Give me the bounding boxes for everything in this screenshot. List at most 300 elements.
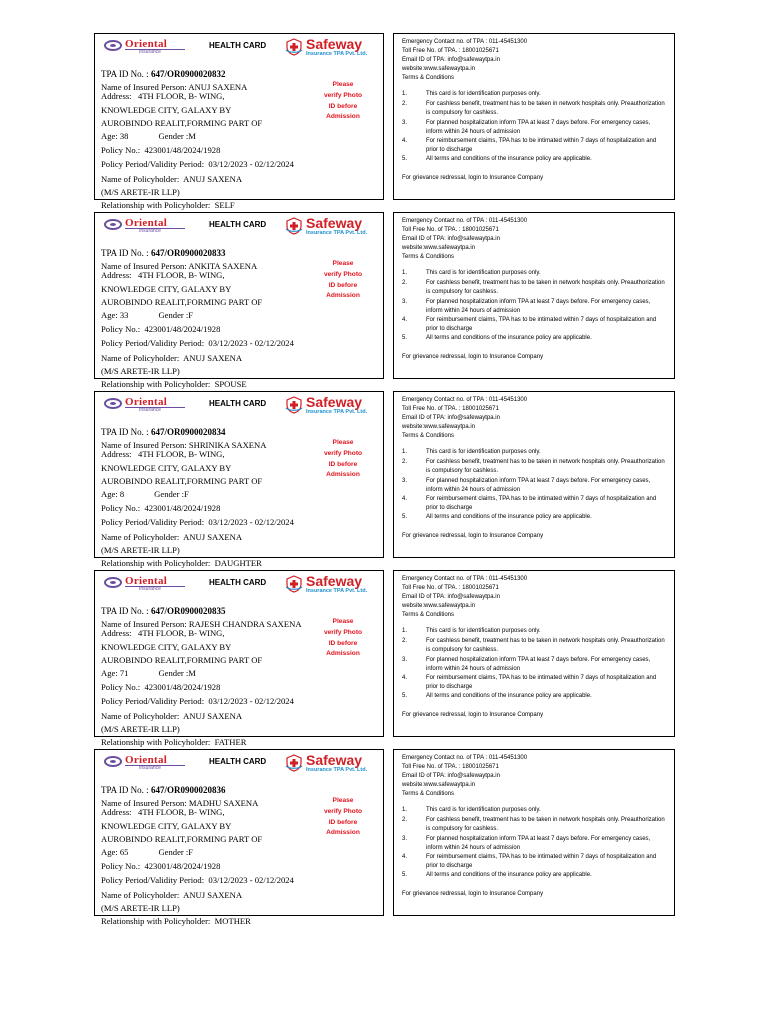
gender-value: F [184,489,189,499]
emergency-contact: Emergency Contact no. of TPA : 011-45451300 [402,755,528,761]
policyholder-line [101,532,242,542]
oriental-logo-sub-text: Insurance [139,49,161,55]
policy-no-label: Policy No.: [101,503,141,513]
gender-label: Gender : [158,668,189,678]
policy-no-label: Policy No.: [101,324,141,334]
policyholder-line [101,890,242,900]
relationship-value: SPOUSE [214,379,247,389]
validity-line [101,159,294,169]
address-line-2: KNOWLEDGE CITY, GALAXY BY [101,463,232,473]
oriental-logo-text: Oriental [125,38,168,50]
age-label: Age: [101,489,118,499]
grievance-note: For grievance redressal, login to Insurance Company [402,175,544,181]
verify-line-4: Admission [326,113,360,121]
safeway-logo [285,573,383,599]
age-label: Age: [101,310,118,320]
safeway-logo-text: Safeway [306,752,363,768]
tpa-id-label: TPA ID No. : [101,248,149,258]
term-number: 5. [402,872,408,878]
safeway-logo [285,394,383,420]
card-front [94,391,384,568]
tpa-id-value: 647/OR0900020836 [150,785,226,795]
relationship-line [101,558,262,568]
health-card-row-5 [94,749,676,926]
verify-line-1: Please [332,81,354,88]
address-value-1: 4TH FLOOR, B- WING, [138,270,225,280]
age-gender-line [101,668,196,678]
tpa-id-label: TPA ID No. : [101,606,149,616]
tpa-id-value: 647/OR0900020832 [150,69,226,79]
health-card-row-1 [94,33,676,210]
oriental-emblem-icon [104,756,122,767]
safeway-logo-text: Safeway [306,573,363,589]
relationship-line [101,200,235,210]
policy-no-value: 423001/48/2024/1928 [144,682,221,692]
gender-value: F [188,847,194,857]
term-number: 1. [402,270,408,276]
safeway-logo-text: Safeway [306,36,363,52]
card-back [393,570,675,737]
term-text: For reimbursement claims, TPA has to be intimated within 7 days of hospitalization and prior to discharge [426,317,657,332]
policyholder-org: (M/S ARETE-IR LLP) [101,366,180,376]
verify-line-2: verify Photo [323,91,363,99]
oriental-emblem-icon [104,219,122,230]
age-label: Age: [101,668,118,678]
validity-label: Policy Period/Validity Period: [101,875,205,885]
insured-name-label: Name of Insured Person: [101,82,187,92]
policy-no-value: 423001/48/2024/1928 [144,324,221,334]
term-number: 3. [402,657,408,663]
policyholder-line [101,353,242,363]
relationship-label: Relationship with Policyholder: [101,916,211,926]
insured-name-label: Name of Insured Person: [101,261,187,271]
address-label: Address: [101,449,132,459]
tpa-id-line [101,248,225,258]
term-number: 1. [402,91,408,97]
age-gender-line [101,131,196,141]
address-line-2: KNOWLEDGE CITY, GALAXY BY [101,642,232,652]
policyholder-label: Name of Policyholder: [101,532,180,542]
term-text: All terms and conditions of the insurance policy are applicable. [426,335,592,341]
address-line-3: AUROBINDO REALIT,FORMING PART OF [101,297,263,307]
card-title: HEALTH CARD [209,41,267,50]
policyholder-org: (M/S ARETE-IR LLP) [101,545,180,555]
gender-value: M [188,668,196,678]
policy-no-value: 423001/48/2024/1928 [144,503,221,513]
policyholder-value: ANUJ SAXENA [183,711,243,721]
emergency-contact: Emergency Contact no. of TPA : 011-45451300 [402,218,528,224]
term-text: For reimbursement claims, TPA has to be intimated within 7 days of hospitalization and prior to discharge [426,854,657,869]
health-card-row-2 [94,212,676,389]
oriental-logo-sub-text: Insurance [139,407,161,413]
age-value: 8 [119,489,125,499]
address-label: Address: [101,807,132,817]
toll-free-number: Toll Free No. of TPA. : 18001025671 [402,764,499,770]
age-gender-line [101,489,189,499]
card-front [94,212,384,389]
emergency-contact: Emergency Contact no. of TPA : 011-45451300 [402,576,528,582]
tpa-id-label: TPA ID No. : [101,427,149,437]
validity-line [101,875,294,885]
card-title: HEALTH CARD [209,578,267,587]
oriental-logo-subline [125,49,185,55]
safeway-logo-tagline: Insurance TPA Pvt. Ltd. [306,588,368,594]
verify-line-1: Please [332,260,354,267]
tpa-id-value: 647/OR0900020835 [150,606,226,616]
oriental-logo-subline [125,765,185,771]
card-title: HEALTH CARD [209,399,267,408]
term-number: 2. [402,817,408,823]
term-text: This card is for identification purposes only. [426,91,541,97]
gender-label: Gender : [158,847,189,857]
verify-line-2: verify Photo [323,807,363,815]
relationship-value: SELF [214,200,235,210]
safeway-emblem-icon [285,38,303,56]
term-number: 2. [402,638,408,644]
relationship-label: Relationship with Policyholder: [101,737,211,747]
address-label: Address: [101,91,132,101]
policy-no-value: 423001/48/2024/1928 [144,145,221,155]
term-number: 4. [402,138,408,144]
term-number: 4. [402,675,408,681]
gender-label: Gender : [158,310,189,320]
relationship-line [101,379,247,389]
verify-photo-notice [317,617,369,660]
address-line-2: KNOWLEDGE CITY, GALAXY BY [101,821,232,831]
term-text: For reimbursement claims, TPA has to be intimated within 7 days of hospitalization and prior to discharge [426,675,657,690]
safeway-logo [285,215,383,241]
tpa-id-line [101,427,225,437]
verify-line-1: Please [332,618,354,625]
address-label: Address: [101,628,132,638]
toll-free-number: Toll Free No. of TPA. : 18001025671 [402,227,499,233]
validity-label: Policy Period/Validity Period: [101,159,205,169]
age-label: Age: [101,131,118,141]
age-label: Age: [101,847,118,857]
tpa-id-label: TPA ID No. : [101,69,149,79]
age-gender-line [101,310,193,320]
safeway-emblem-icon [285,575,303,593]
age-value: 71 [119,668,129,678]
term-text: This card is for identification purposes only. [426,270,541,276]
emergency-contact: Emergency Contact no. of TPA : 011-45451300 [402,39,528,45]
oriental-insurance-logo [104,218,186,234]
term-text: For cashless benefit, treatment has to be taken in network hospitals only. Preauthorization is compulsory for cashless. [426,638,665,653]
term-number: 4. [402,854,408,860]
validity-label: Policy Period/Validity Period: [101,517,205,527]
validity-value: 03/12/2023 - 02/12/2024 [208,517,294,527]
term-number: 1. [402,449,408,455]
term-text: For planned hospitalization inform TPA at least 7 days before. For emergency cases, inform within 24 hours of admission [426,299,651,314]
safeway-logo-tagline: Insurance TPA Pvt. Ltd. [306,230,368,236]
address-line-2: KNOWLEDGE CITY, GALAXY BY [101,105,232,115]
address-line-1 [101,807,225,817]
address-line-1 [101,91,225,101]
validity-line [101,338,294,348]
validity-value: 03/12/2023 - 02/12/2024 [208,875,294,885]
toll-free-number: Toll Free No. of TPA. : 18001025671 [402,48,499,54]
term-text: This card is for identification purposes only. [426,807,541,813]
verify-line-1: Please [332,439,354,446]
card-back [393,749,675,916]
oriental-logo-text: Oriental [125,754,168,766]
oriental-logo-sub-text: Insurance [139,228,161,234]
verify-line-2: verify Photo [323,628,363,636]
term-number: 1. [402,628,408,634]
validity-label: Policy Period/Validity Period: [101,338,205,348]
relationship-label: Relationship with Policyholder: [101,200,211,210]
address-line-1 [101,449,225,459]
safeway-logo [285,752,383,778]
verify-photo-notice [317,80,369,123]
tpa-email: Email ID of TPA: info@safewaytpa.in [402,773,500,779]
term-number: 2. [402,459,408,465]
policyholder-label: Name of Policyholder: [101,353,180,363]
policyholder-org: (M/S ARETE-IR LLP) [101,724,180,734]
gender-label: Gender : [158,131,189,141]
oriental-insurance-logo [104,576,186,592]
term-number: 5. [402,693,408,699]
tpa-website: website:www.safewaytpa.in [402,245,476,251]
relationship-label: Relationship with Policyholder: [101,379,211,389]
safeway-emblem-icon [285,217,303,235]
tpa-id-label: TPA ID No. : [101,785,149,795]
oriental-emblem-icon [104,577,122,588]
emergency-contact: Emergency Contact no. of TPA : 011-45451300 [402,397,528,403]
tpa-email: Email ID of TPA: info@safewaytpa.in [402,594,500,600]
verify-line-2: verify Photo [323,449,363,457]
safeway-emblem-icon [285,754,303,772]
verify-line-3: ID before [328,818,358,826]
card-back [393,391,675,558]
verify-line-4: Admission [326,650,360,658]
term-number: 3. [402,836,408,842]
verify-line-4: Admission [326,292,360,300]
card-back [393,212,675,379]
terms-heading: Terms & Conditions [402,254,455,260]
policyholder-label: Name of Policyholder: [101,174,180,184]
address-line-1 [101,628,225,638]
term-number: 2. [402,101,408,107]
policyholder-line [101,174,242,184]
policyholder-label: Name of Policyholder: [101,711,180,721]
term-text: For planned hospitalization inform TPA at least 7 days before. For emergency cases, inform within 24 hours of admission [426,657,651,672]
toll-free-number: Toll Free No. of TPA. : 18001025671 [402,585,499,591]
oriental-logo-text: Oriental [125,217,168,229]
tpa-id-line [101,69,225,79]
safeway-logo-tagline: Insurance TPA Pvt. Ltd. [306,409,368,415]
term-number: 3. [402,120,408,126]
grievance-note: For grievance redressal, login to Insurance Company [402,354,544,360]
tpa-email: Email ID of TPA: info@safewaytpa.in [402,236,500,242]
address-value-1: 4TH FLOOR, B- WING, [138,628,225,638]
validity-line [101,517,294,527]
address-line-3: AUROBINDO REALIT,FORMING PART OF [101,834,263,844]
terms-heading: Terms & Conditions [402,75,455,81]
tpa-email: Email ID of TPA: info@safewaytpa.in [402,57,500,63]
oriental-logo-subline [125,228,185,234]
insured-name-label: Name of Insured Person: [101,619,187,629]
oriental-emblem-icon [104,398,122,409]
relationship-label: Relationship with Policyholder: [101,558,211,568]
validity-value: 03/12/2023 - 02/12/2024 [208,696,294,706]
verify-line-4: Admission [326,471,360,479]
term-text: For planned hospitalization inform TPA at least 7 days before. For emergency cases, inform within 24 hours of admission [426,120,651,135]
tpa-id-line [101,785,225,795]
policyholder-value: ANUJ SAXENA [183,532,243,542]
insured-name-label: Name of Insured Person: [101,440,187,450]
verify-line-2: verify Photo [323,270,363,278]
policyholder-value: ANUJ SAXENA [183,353,243,363]
verify-line-3: ID before [328,639,358,647]
policy-no-label: Policy No.: [101,145,141,155]
validity-value: 03/12/2023 - 02/12/2024 [208,338,294,348]
verify-photo-notice [317,438,369,481]
policyholder-org: (M/S ARETE-IR LLP) [101,903,180,913]
health-card-row-3 [94,391,676,568]
term-text: For reimbursement claims, TPA has to be intimated within 7 days of hospitalization and prior to discharge [426,138,657,153]
verify-line-3: ID before [328,102,358,110]
address-line-3: AUROBINDO REALIT,FORMING PART OF [101,118,263,128]
term-number: 2. [402,280,408,286]
safeway-logo-text: Safeway [306,215,363,231]
insured-name-value: ANKITA SAXENA [188,261,258,271]
safeway-logo-tagline: Insurance TPA Pvt. Ltd. [306,51,368,57]
term-text: For cashless benefit, treatment has to be taken in network hospitals only. Preauthorization is compulsory for cashless. [426,101,665,116]
term-text: This card is for identification purposes only. [426,449,541,455]
term-number: 3. [402,299,408,305]
age-value: 33 [119,310,129,320]
term-text: For cashless benefit, treatment has to be taken in network hospitals only. Preauthorization is compulsory for cashless. [426,459,665,474]
address-line-3: AUROBINDO REALIT,FORMING PART OF [101,655,263,665]
relationship-value: MOTHER [214,916,251,926]
relationship-line [101,737,246,747]
term-text: For cashless benefit, treatment has to be taken in network hospitals only. Preauthorization is compulsory for cashless. [426,817,665,832]
oriental-insurance-logo [104,755,186,771]
verify-photo-notice [317,796,369,839]
verify-line-3: ID before [328,460,358,468]
oriental-logo-text: Oriental [125,575,168,587]
card-title: HEALTH CARD [209,220,267,229]
policyholder-value: ANUJ SAXENA [183,890,243,900]
oriental-logo-sub-text: Insurance [139,765,161,771]
grievance-note: For grievance redressal, login to Insurance Company [402,533,544,539]
term-number: 5. [402,335,408,341]
policy-no-line [101,145,220,155]
oriental-logo-text: Oriental [125,396,168,408]
policyholder-label: Name of Policyholder: [101,890,180,900]
insured-name-value: RAJESH CHANDRA SAXENA [188,619,302,629]
safeway-logo-text: Safeway [306,394,363,410]
terms-heading: Terms & Conditions [402,612,455,618]
relationship-value: FATHER [214,737,247,747]
term-text: All terms and conditions of the insurance policy are applicable. [426,872,592,878]
card-title: HEALTH CARD [209,757,267,766]
oriental-emblem-icon [104,40,122,51]
address-line-2: KNOWLEDGE CITY, GALAXY BY [101,284,232,294]
policyholder-value: ANUJ SAXENA [183,174,243,184]
term-text: This card is for identification purposes only. [426,628,541,634]
term-number: 5. [402,156,408,162]
oriental-logo-subline [125,586,185,592]
insured-name-label: Name of Insured Person: [101,798,187,808]
oriental-insurance-logo [104,397,186,413]
card-back [393,33,675,200]
grievance-note: For grievance redressal, login to Insurance Company [402,891,544,897]
address-value-1: 4TH FLOOR, B- WING, [138,807,225,817]
relationship-value: DAUGHTER [214,558,262,568]
validity-value: 03/12/2023 - 02/12/2024 [208,159,294,169]
oriental-insurance-logo [104,39,186,55]
terms-heading: Terms & Conditions [402,433,455,439]
policy-no-label: Policy No.: [101,861,141,871]
policy-no-line [101,861,220,871]
policyholder-org: (M/S ARETE-IR LLP) [101,187,180,197]
tpa-id-value: 647/OR0900020833 [150,248,226,258]
address-value-1: 4TH FLOOR, B- WING, [138,91,225,101]
verify-line-3: ID before [328,281,358,289]
safeway-logo-tagline: Insurance TPA Pvt. Ltd. [306,767,368,773]
grievance-note: For grievance redressal, login to Insurance Company [402,712,544,718]
tpa-id-line [101,606,225,616]
toll-free-number: Toll Free No. of TPA. : 18001025671 [402,406,499,412]
address-line-1 [101,270,225,280]
tpa-website: website:www.safewaytpa.in [402,603,476,609]
card-front [94,570,384,747]
tpa-website: website:www.safewaytpa.in [402,782,476,788]
gender-value: F [188,310,194,320]
insured-name-value: SHRINIKA SAXENA [188,440,267,450]
term-text: For planned hospitalization inform TPA at least 7 days before. For emergency cases, inform within 24 hours of admission [426,836,651,851]
validity-line [101,696,294,706]
term-text: For planned hospitalization inform TPA at least 7 days before. For emergency cases, inform within 24 hours of admission [426,478,651,493]
gender-value: M [188,131,196,141]
age-value: 38 [119,131,129,141]
address-value-1: 4TH FLOOR, B- WING, [138,449,225,459]
address-line-3: AUROBINDO REALIT,FORMING PART OF [101,476,263,486]
tpa-website: website:www.safewaytpa.in [402,66,476,72]
card-front [94,749,384,926]
term-number: 3. [402,478,408,484]
tpa-email: Email ID of TPA: info@safewaytpa.in [402,415,500,421]
verify-photo-notice [317,259,369,302]
term-text: All terms and conditions of the insurance policy are applicable. [426,156,592,162]
policy-no-line [101,503,220,513]
safeway-logo [285,36,383,62]
safeway-emblem-icon [285,396,303,414]
terms-heading: Terms & Conditions [402,791,455,797]
tpa-website: website:www.safewaytpa.in [402,424,476,430]
term-number: 5. [402,514,408,520]
card-front [94,33,384,210]
verify-line-1: Please [332,797,354,804]
policy-no-line [101,324,220,334]
age-value: 65 [119,847,129,857]
term-number: 1. [402,807,408,813]
policy-no-label: Policy No.: [101,682,141,692]
term-text: For reimbursement claims, TPA has to be intimated within 7 days of hospitalization and prior to discharge [426,496,657,511]
gender-label: Gender : [154,489,184,499]
term-text: All terms and conditions of the insurance policy are applicable. [426,514,592,520]
insured-name-value: MADHU SAXENA [188,798,259,808]
oriental-logo-sub-text: Insurance [139,586,161,592]
address-label: Address: [101,270,132,280]
relationship-line [101,916,251,926]
oriental-logo-subline [125,407,185,413]
term-text: For cashless benefit, treatment has to be taken in network hospitals only. Preauthorization is compulsory for cashless. [426,280,665,295]
term-text: All terms and conditions of the insurance policy are applicable. [426,693,592,699]
age-gender-line [101,847,193,857]
